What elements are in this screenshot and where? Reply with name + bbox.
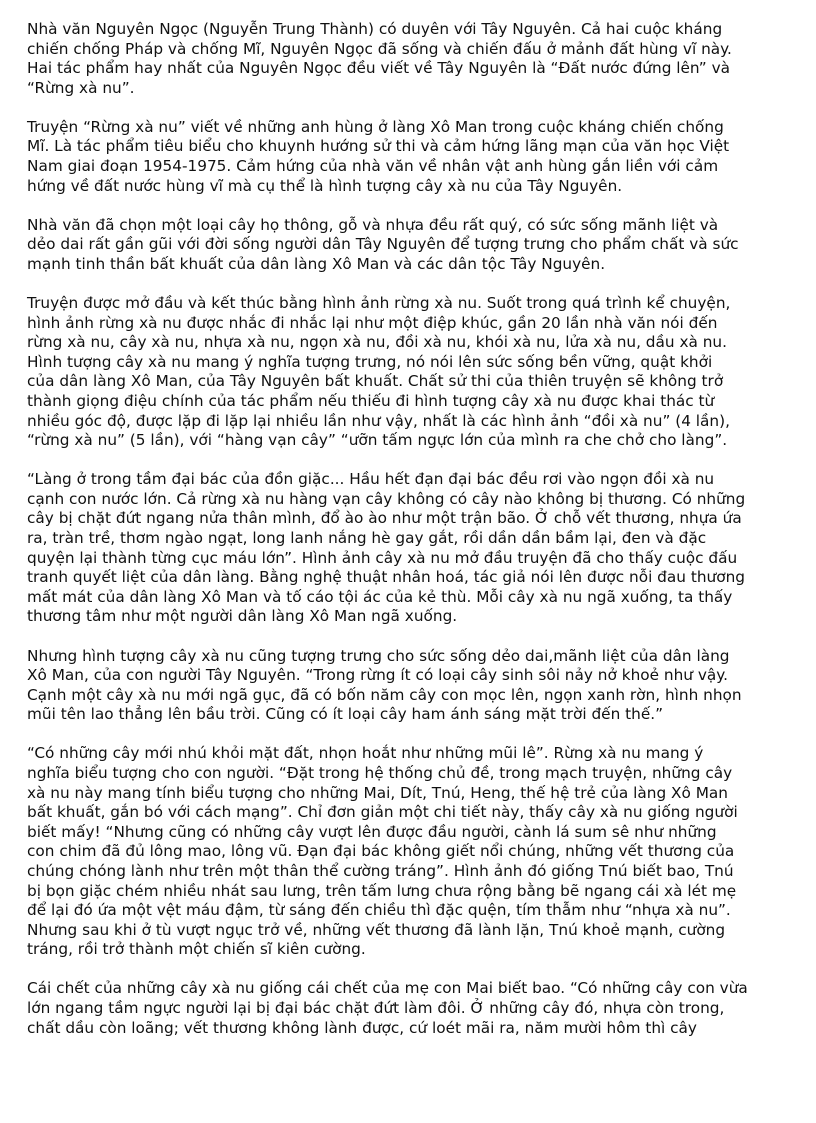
text-line: thành giọng điệu chính của tác phẩm nếu thiếu đi hình tượng cây xà nu được khai thác từ xyxy=(27,392,715,410)
text-line: chất dầu còn loãng; vết thương không lành được, cứ loét mãi ra, năm mười hôm thì cây xyxy=(27,1018,697,1037)
text-line: mất mát của dân làng Xô Man và tố cáo tội ác của kẻ thù. Mỗi cây xà nu ngã xuống, ta thấy xyxy=(27,587,733,606)
text-line: “Rừng xà nu”. xyxy=(27,78,135,97)
paragraph xyxy=(27,979,792,1038)
text-line: Hình tượng cây xà nu mang ý nghĩa tượng trưng, nó nói lên sức sống bền vững, quật khởi xyxy=(27,352,713,371)
text-line: mũi tên lao thẳng lên bầu trời. Cũng có ít loại cây ham ánh sáng mặt trời đến thế.” xyxy=(27,705,664,724)
text-line: Nhưng sau khi ở tù vượt ngục trở về, những vết thương đã lành lặn, Tnú khoẻ mạnh, cường xyxy=(27,920,726,939)
paragraph xyxy=(27,20,792,98)
text-line: bất khuất, gắn bó với cách mạng”. Chỉ đơn giản một chi tiết này, thấy cây xà nu giống người xyxy=(27,803,738,822)
text-line: nghĩa biểu tượng cho con người. “Đặt trong hệ thống chủ đề, trong mạch truyện, những cây xyxy=(27,764,733,782)
text-line: xà nu này mang tính biểu tượng cho những Mai, Dít, Tnú, Heng, thế hệ trẻ của làng Xô Man xyxy=(27,783,728,802)
text-line: chúng chóng lành như trên một thân thể cường tráng”. Hình ảnh đó giống Tnú biết bao, Tnú xyxy=(27,861,734,880)
text-line: nhiều góc độ, được lặp đi lặp lại nhiều lần như vậy, nhất là các hình ảnh “đồi xà nu” (4 lần), xyxy=(27,411,730,430)
text-line: cạnh con nước lớn. Cả rừng xà nu hàng vạn cây không có cây nào không bị thương. Có những xyxy=(27,489,746,508)
text-line: Nhà văn Nguyên Ngọc (Nguyễn Trung Thành) có duyên với Tây Nguyên. Cả hai cuộc kháng xyxy=(27,20,723,38)
text-line: quyện lại thành từng cục máu lớn”. Hình ảnh cây xà nu mở đầu truyện đã cho thấy cuộc đấu xyxy=(27,548,738,567)
text-line: thương tâm như một người dân làng Xô Man ngã xuống. xyxy=(27,607,458,626)
text-line: để lại đó ứa một vệt máu đậm, từ sáng đến chiều thì đặc quện, tím thẫm như “nhựa xà nu”. xyxy=(27,901,731,920)
text-line: Nhà văn đã chọn một loại cây họ thông, gỗ và nhựa đều rất quý, có sức sống mãnh liệt và xyxy=(27,215,719,234)
article-body xyxy=(27,20,792,1038)
text-line: tranh quyết liệt của dân làng. Bằng nghệ thuật nhân hoá, tác giả nói lên được nỗi đau thương xyxy=(27,568,745,587)
text-line: Cái chết của những cây xà nu giống cái chết của mẹ con Mai biết bao. “Có những cây con vừa xyxy=(27,979,748,998)
text-line: con chim đã đủ lông mao, lông vũ. Đạn đại bác không giết nổi chúng, những vết thương của xyxy=(27,842,735,861)
text-line: Nhưng hình tượng cây xà nu cũng tượng trưng cho sức sống dẻo dai,mãnh liệt của dân làng xyxy=(27,646,730,665)
text-line: chiến chống Pháp và chống Mĩ, Nguyên Ngọc đã sống và chiến đấu ở mảnh đất hùng vĩ này. xyxy=(27,39,732,58)
text-line: mạnh tinh thần bất khuất của dân làng Xô Man và các dân tộc Tây Nguyên. xyxy=(27,254,606,273)
paragraph xyxy=(27,744,792,960)
text-line: bị bọn giặc chém nhiều nhát sau lưng, trên tấm lưng chưa rộng bằng bẽ ngang cái xà lét mẹ xyxy=(27,881,737,900)
text-line: Nam giai đoạn 1954-1975. Cảm hứng của nhà văn về nhân vật anh hùng gắn liền với cảm xyxy=(27,157,719,176)
text-line: rừng xà nu, cây xà nu, nhựa xà nu, ngọn xà nu, đồi xà nu, khói xà nu, lửa xà nu, dầu xà nu. xyxy=(27,333,727,352)
text-line: Xô Man, của con người Tây Nguyên. “Trong rừng ít có loại cây sinh sôi nảy nở khoẻ như vậy. xyxy=(27,666,729,685)
paragraph xyxy=(27,118,792,196)
text-line: cây bị chặt đứt ngang nửa thân mình, đổ ào ào như một trận bão. Ở chỗ vết thương, nhựa ứa xyxy=(27,509,742,528)
text-line: Hai tác phẩm hay nhất của Nguyên Ngọc đều viết về Tây Nguyên là “Đất nước đứng lên” và xyxy=(27,59,730,78)
text-line: của dân làng Xô Man, của Tây Nguyên bất khuất. Chất sử thi của thiên truyện sẽ không trở xyxy=(27,372,724,391)
text-line: hứng về đất nước hùng vĩ mà cụ thể là hình tượng cây xà nu của Tây Nguyên. xyxy=(27,176,623,195)
text-line: lớn ngang tầm ngực người lại bị đại bác chặt đứt làm đôi. Ở những cây đó, nhựa còn trong, xyxy=(27,999,725,1018)
text-line: hình ảnh rừng xà nu được nhắc đi nhắc lại như một điệp khúc, gần 20 lần nhà văn nói đến xyxy=(27,313,718,332)
text-line: “rừng xà nu” (5 lần), với “hàng vạn cây” “ưỡn tấm ngực lớn của mình ra che chở cho làng”. xyxy=(27,431,728,450)
text-line: “Có những cây mới nhú khỏi mặt đất, nhọn hoắt như những mũi lê”. Rừng xà nu mang ý xyxy=(27,744,704,763)
paragraph xyxy=(27,470,792,627)
text-line: ra, tràn trề, thơm ngào ngạt, long lanh nắng hè gay gắt, rồi dần dần bầm lại, đen và đặc xyxy=(27,529,707,548)
text-line: Mĩ. Là tác phẩm tiêu biểu cho khuynh hướng sử thi và cảm hứng lãng mạn của văn học Việt xyxy=(27,137,730,156)
text-line: Truyện “Rừng xà nu” viết về những anh hùng ở làng Xô Man trong cuộc kháng chiến chống xyxy=(27,117,724,136)
text-line: tráng, rồi trở thành một chiến sĩ kiên cường. xyxy=(27,940,366,959)
text-line: “Làng ở trong tầm đại bác của đồn giặc... Hầu hết đạn đại bác đều rơi vào ngọn đồi xà nu xyxy=(27,470,715,489)
paragraph xyxy=(27,647,792,725)
paragraph xyxy=(27,216,792,275)
paragraph xyxy=(27,294,792,451)
text-line: biết mấy! “Nhưng cũng có những cây vượt lên được đầu người, cành lá sum sê như những xyxy=(27,822,717,841)
text-line: dẻo dai rất gần gũi với đời sống người dân Tây Nguyên để tượng trưng cho phẩm chất và sức xyxy=(27,235,739,254)
text-line: Truyện được mở đầu và kết thúc bằng hình ảnh rừng xà nu. Suốt trong quá trình kể chuyện, xyxy=(27,294,731,313)
text-line: Cạnh một cây xà nu mới ngã gục, đã có bốn năm cây con mọc lên, ngọn xanh rờn, hình nhọn xyxy=(27,685,742,704)
